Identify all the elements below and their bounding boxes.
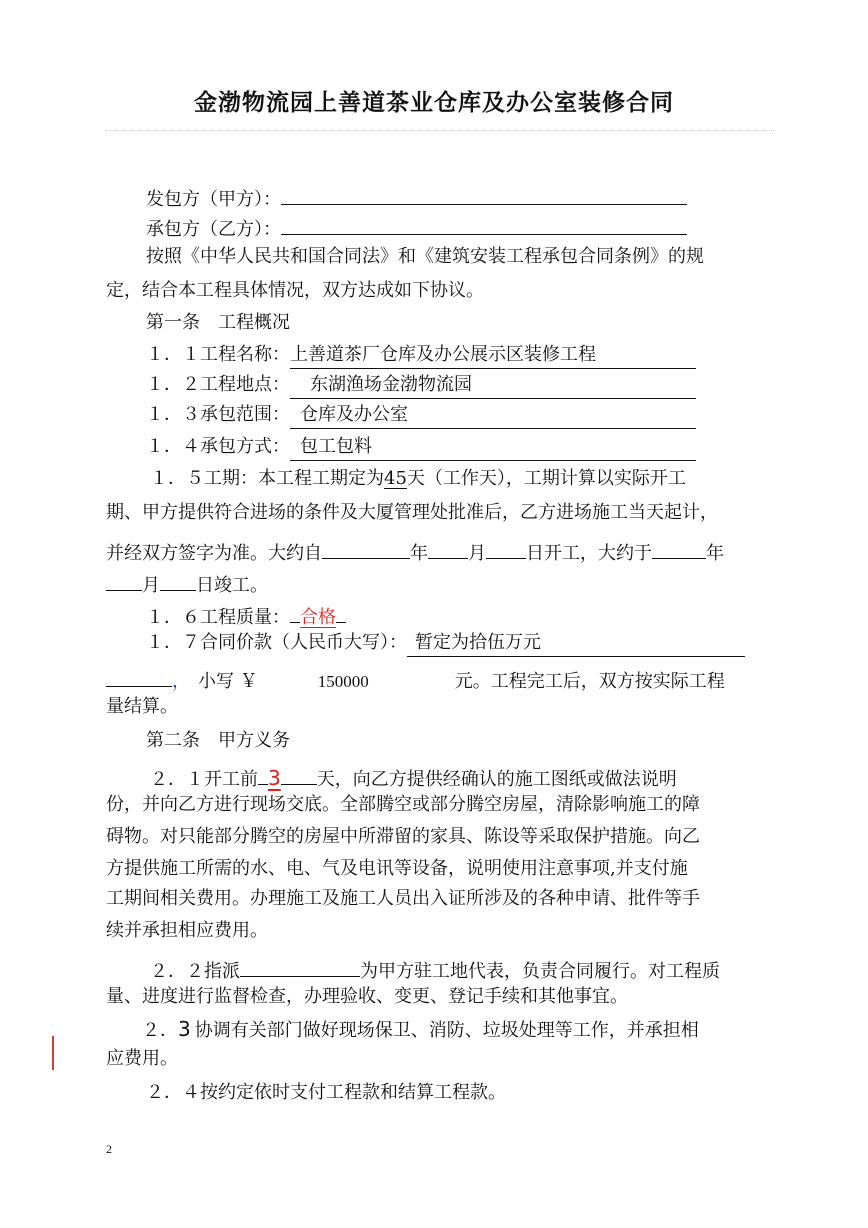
article-1-heading: 第一条 工程概况 (146, 312, 290, 333)
start-label: 日开工，大约于 (526, 543, 652, 564)
quality-lead-blank (290, 596, 300, 623)
item-2-3-number: 3 (178, 1017, 191, 1041)
item-1-4-value: 包工包料 (290, 434, 696, 461)
price-comma: ， (172, 671, 190, 692)
item-1-4 (106, 432, 822, 462)
party-a-line (106, 178, 822, 208)
party-b-label: 承包方（乙方）： (146, 219, 281, 240)
end-day-blank (160, 564, 196, 591)
quality-value: 合格 (300, 607, 336, 628)
item-2-1-suffix: 天，向乙方提供经确认的施工图纸或做法说明 (316, 769, 677, 790)
item-2-1-line-6: 续并承担相应费用。 (106, 920, 268, 941)
item-2-1-line-3: 碍物。对只能部分腾空的房屋中所滞留的家具、陈设等采取保护措施。向乙 (106, 826, 700, 847)
item-1-7-line-2 (106, 660, 782, 690)
month-label-2: 月 (142, 575, 160, 596)
item-2-2-line-2: 量、进度进行监督检查，办理验收、变更、登记手续和其他事宜。 (106, 986, 628, 1007)
duration-days: 45 (384, 468, 407, 489)
item-1-5-line-2: 期、甲方提供符合进场的条件及大厦管理处批准后，乙方进场施工当天起计， (106, 502, 718, 523)
party-b-line (106, 208, 822, 238)
quality-trail-blank (336, 596, 346, 623)
item-1-6-label: １．６工程质量： (146, 607, 290, 628)
price-settlement-text: 元。工程完工后，双方按实际工程 (454, 671, 725, 692)
party-a-blank (281, 178, 687, 205)
item-1-2 (106, 370, 822, 400)
drawings-days-value: 3 (268, 766, 281, 790)
price-words-blank-cont (106, 660, 172, 687)
item-1-2-value: 东湖渔场金渤物流园 (290, 372, 696, 399)
item-2-2-prefix: ２．２指派 (150, 961, 240, 982)
item-2-2-suffix: 为甲方驻工地代表，负责合同履行。对工程质 (360, 961, 720, 982)
item-1-3-label: １．３承包范围： (146, 404, 290, 425)
start-day-blank (486, 532, 526, 559)
item-1-4-label: １．４承包方式： (146, 436, 290, 457)
year-label-2: 年 (706, 543, 724, 564)
item-1-2-label: １．２工程地点： (146, 374, 290, 395)
price-figures-label: 小写 ￥ (198, 671, 258, 692)
month-label: 月 (468, 543, 486, 564)
end-year-blank (652, 532, 706, 559)
item-2-1-line-5: 工期间相关费用。办理施工及施工人员出入证所涉及的各种申请、批件等手 (106, 888, 700, 909)
end-month-blank (106, 564, 142, 591)
item-1-5-approx-start: 并经双方签字为准。大约自 (106, 543, 322, 564)
item-2-3-text: 协调有关部门做好现场保卫、消防、垃圾处理等工作，并承担相 (194, 1020, 699, 1041)
article-2-heading: 第二条 甲方义务 (146, 730, 290, 751)
item-1-5-line-4 (106, 564, 782, 594)
item-1-1-value: 上善道茶厂仓库及办公展示区装修工程 (290, 342, 696, 369)
start-year-blank (322, 532, 410, 559)
start-month-blank (428, 532, 468, 559)
item-1-7-line-3: 量结算。 (106, 696, 178, 717)
item-1-6 (106, 596, 822, 626)
price-figures-value: 150000 (317, 672, 369, 691)
site-rep-blank (240, 950, 360, 977)
item-1-7-line-1 (106, 628, 822, 658)
item-1-3-value: 仓库及办公室 (290, 402, 696, 429)
item-1-5-line-3 (106, 532, 782, 562)
item-2-2-line-1 (106, 950, 826, 980)
item-2-1-line-2: 份，并向乙方进行现场交底。全部腾空或部分腾空房屋，清除影响施工的障 (106, 794, 700, 815)
item-1-5-suffix: 天（工作天），工期计算以实际开工 (406, 468, 686, 489)
party-a-label: 发包方（甲方）： (146, 189, 281, 210)
contract-title: 金渤物流园上善道茶业仓库及办公室装修合同 (194, 90, 674, 116)
item-1-1-label: １．１工程名称： (146, 344, 290, 365)
party-b-blank (281, 208, 687, 235)
end-label: 日竣工。 (196, 575, 268, 596)
intro-line-2: 定，结合本工程具体情况，双方达成如下协议。 (106, 280, 484, 301)
item-1-1 (106, 340, 822, 370)
revision-margin-mark (52, 1036, 54, 1070)
price-words-value: 暂定为拾伍万元 (407, 630, 745, 657)
item-2-3-line-1 (106, 1014, 818, 1044)
year-label: 年 (410, 543, 428, 564)
item-2-3-prefix: ２． (142, 1020, 178, 1041)
item-2-4: ２．４按约定依时支付工程款和结算工程款。 (146, 1082, 506, 1103)
item-2-1-line-1 (106, 758, 826, 788)
title-divider (106, 130, 774, 131)
intro-line-1: 按照《中华人民共和国合同法》和《建筑安装工程承包合同条例》的规 (146, 246, 704, 267)
item-2-3-line-2: 应费用。 (106, 1048, 178, 1069)
item-1-7-label: １．７合同价款（人民币大写）： (146, 632, 407, 653)
page-number: 2 (106, 1142, 112, 1156)
drawings-days-lead (258, 758, 268, 785)
item-2-1-prefix: ２．１开工前 (150, 769, 258, 790)
drawings-days-trail (281, 758, 317, 785)
item-1-5-line-1 (106, 464, 826, 494)
item-1-3 (106, 400, 822, 430)
item-2-1-line-4: 方提供施工所需的水、电、气及电讯等设备，说明使用注意事项,并支付施 (106, 858, 688, 879)
item-1-5-prefix: １．５工期：本工程工期定为 (150, 468, 384, 489)
